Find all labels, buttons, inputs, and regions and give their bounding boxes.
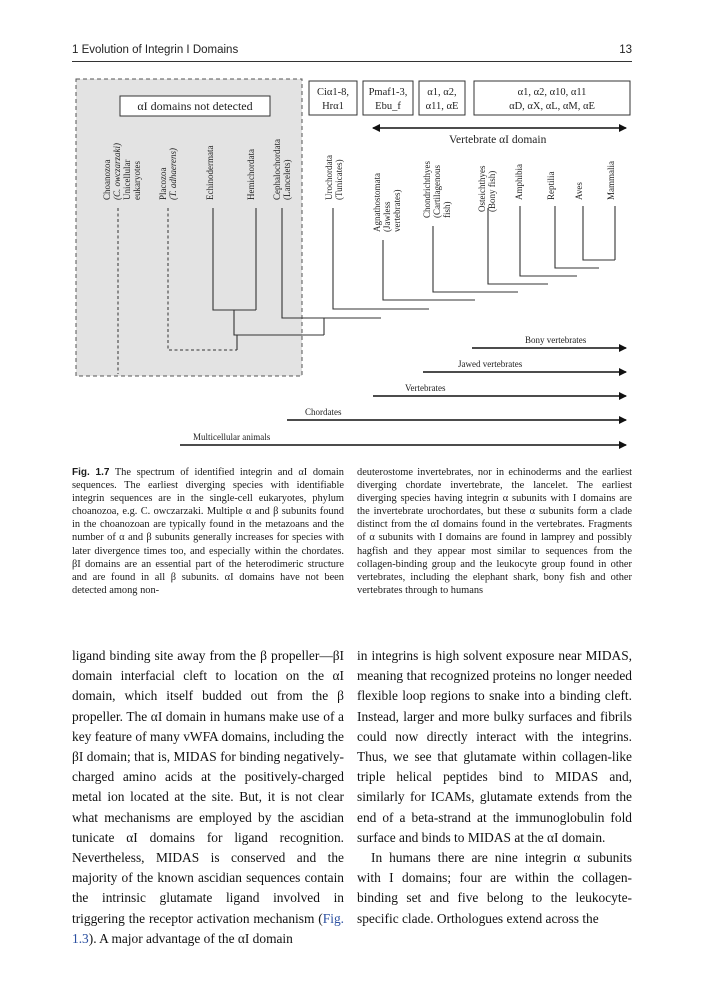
taxon-agnathostomata-2: (Jawless — [382, 201, 392, 232]
taxon-placozoa-2: (T. adhaerens) — [168, 148, 178, 200]
svg-text:α1, α2,: α1, α2, — [427, 87, 457, 98]
not-detected-region — [76, 79, 302, 376]
taxon-mammalia: Mammalia — [606, 161, 616, 200]
taxon-aves: Aves — [574, 182, 584, 200]
taxon-urochordata-1: Urochordata — [324, 155, 334, 200]
taxon-hemichordata: Hemichordata — [246, 149, 256, 200]
body-left-column — [72, 646, 344, 949]
body-left-paragraph: ligand binding site away from the β propeller—βI domain interfacial cleft to location on the αI domain, which itself budded out from the β propeller. The αI domain in humans make use of a key feature of many vWFA domains, including the βI domain; that is, MIDAS for binding negatively-charged amino acids at the positively-charged metal ion located at the site. But, it is not clear what mechanisms are employed by the ascidian tunicate αI domains for ligand recognition. Nevertheless, MIDAS is conserved and the majority of the known ascidian sequences contain the intrinsic glutamate ligand involved in triggering the receptor activation mechanism (Fig. 1.3). A major advantage of the αI domain — [72, 648, 344, 946]
taxon-amphibia: Amphibia — [514, 164, 524, 200]
caption-left — [72, 466, 344, 597]
top-box-chondrichthyes — [419, 81, 465, 115]
taxon-placozoa-1: Placozoa — [158, 167, 168, 200]
taxon-reptilia: Reptilia — [546, 171, 556, 200]
svg-text:α11, αE: α11, αE — [425, 101, 459, 112]
top-box-agnathostomata — [363, 81, 413, 115]
caption-left-text: The spectrum of identified integrin and αI domain sequences. The earliest diverging species with identifiable integrin sequences are in the single-cell eukaryotes, phylum choanozoa, e.g. C. owczarzaki. Multiple α and β subunits found in the choanozoan are typically found in the metazoans and the number of α and β subunits generally increases for species with later divergence times too, and especially within the chordates. βI domains are an essential part of the heterodimeric structure and are found in all β subunits. αI domains have not been detected among non- — [72, 467, 344, 596]
taxon-chondrichthyes-1: Chondrichthyes — [422, 161, 432, 218]
group-jawed-vertebrates: Jawed vertebrates — [458, 359, 523, 369]
top-box-vertebrates — [474, 81, 630, 115]
taxon-osteichthyes-1: Osteichthyes — [477, 165, 487, 212]
body-right-paragraph-1: in integrins is high solvent exposure near MIDAS, meaning that recognized proteins no longer needed flexible loop regions to snake into a binding cleft. Instead, larger and more bulky surfaces and fibrils could now directly interact with the integrins. Thus, we see that glutamate within collagen-like triple helical peptides bind to MIDAS and, similarly for ICAMs, glutamate extends from the end of a beta-strand at the immunoglobulin fold surface and binds to MIDAS at the αI domain. — [357, 648, 632, 845]
svg-text:Pmaf1-3,: Pmaf1-3, — [368, 87, 408, 98]
fig-1-3-link[interactable]: Fig. 1.3 — [72, 910, 344, 946]
page-number: 13 — [619, 44, 632, 56]
group-bony-vertebrates: Bony vertebrates — [525, 335, 587, 345]
svg-text:α1, α2, α10, α11: α1, α2, α10, α11 — [517, 87, 587, 98]
chapter-title: 1 Evolution of Integrin I Domains — [72, 44, 239, 56]
vertebrate-ai-label: Vertebrate αI domain — [449, 134, 547, 146]
taxon-urochordata-2: (Tunicates) — [334, 159, 344, 200]
group-multicellular: Multicellular animals — [193, 432, 271, 442]
taxon-agnathostomata-1: Agnathostomata — [372, 173, 382, 232]
taxon-agnathostomata-3: vertebrates) — [392, 189, 402, 232]
taxon-choanozoa-2: (C. owczarzaki) — [112, 143, 122, 200]
svg-text:Ebu_f: Ebu_f — [375, 101, 401, 112]
taxon-choanozoa-4: eukaryotes — [132, 161, 142, 200]
phylogeny-tree — [0, 0, 701, 470]
group-vertebrates: Vertebrates — [405, 383, 446, 393]
taxon-choanozoa-1: Choanozoa — [102, 159, 112, 200]
group-chordates: Chordates — [305, 407, 342, 417]
caption-right — [357, 466, 632, 597]
figure-label: Fig. 1.7 — [72, 467, 110, 478]
taxon-echinodermata: Echinodermata — [205, 145, 215, 200]
svg-text:αD, αX, αL, αM, αE: αD, αX, αL, αM, αE — [509, 101, 595, 112]
taxon-osteichthyes-2: (Bony fish) — [487, 170, 497, 212]
taxon-chondrichthyes-2: (Cartilagenous — [432, 165, 442, 218]
taxon-cephalochordata-1: Cephalochordata — [272, 139, 282, 200]
body-right-paragraph-2: In humans there are nine integrin α subunits with I domains; four are within the collagen-binding set and five belong to the leukocyte-specific clade. Orthologues extend across the — [357, 850, 632, 926]
top-box-urochordate — [309, 81, 357, 115]
taxon-chondrichthyes-3: fish) — [442, 201, 452, 218]
svg-text:Hrα1: Hrα1 — [322, 101, 344, 112]
taxon-choanozoa-3: Unicellular — [122, 159, 132, 200]
body-right-column — [357, 646, 632, 929]
not-detected-label: αI domains not detected — [137, 99, 253, 113]
phylogeny-figure — [0, 0, 701, 470]
svg-text:Ciα1-8,: Ciα1-8, — [316, 87, 350, 98]
taxon-cephalochordata-2: (Lancelets) — [282, 159, 292, 200]
caption-right-text: deuterostome invertebrates, nor in echinoderms and the earliest diverging chordate invertebrate, the lancelet. The earliest diverging species having integrin α subunits with I domains are the invertebrate urochordates, but these α subunits form a clade distinct from the αI domains found in the vertebrates. Fragments of α subunits with I domains are found in lamprey and possibly hagfish and they appear most similar to sequences from the collagen-binding group and the leukocyte group found in other vertebrates, including the elephant shark, bony fish and other vertebrates through to humans — [357, 467, 632, 596]
